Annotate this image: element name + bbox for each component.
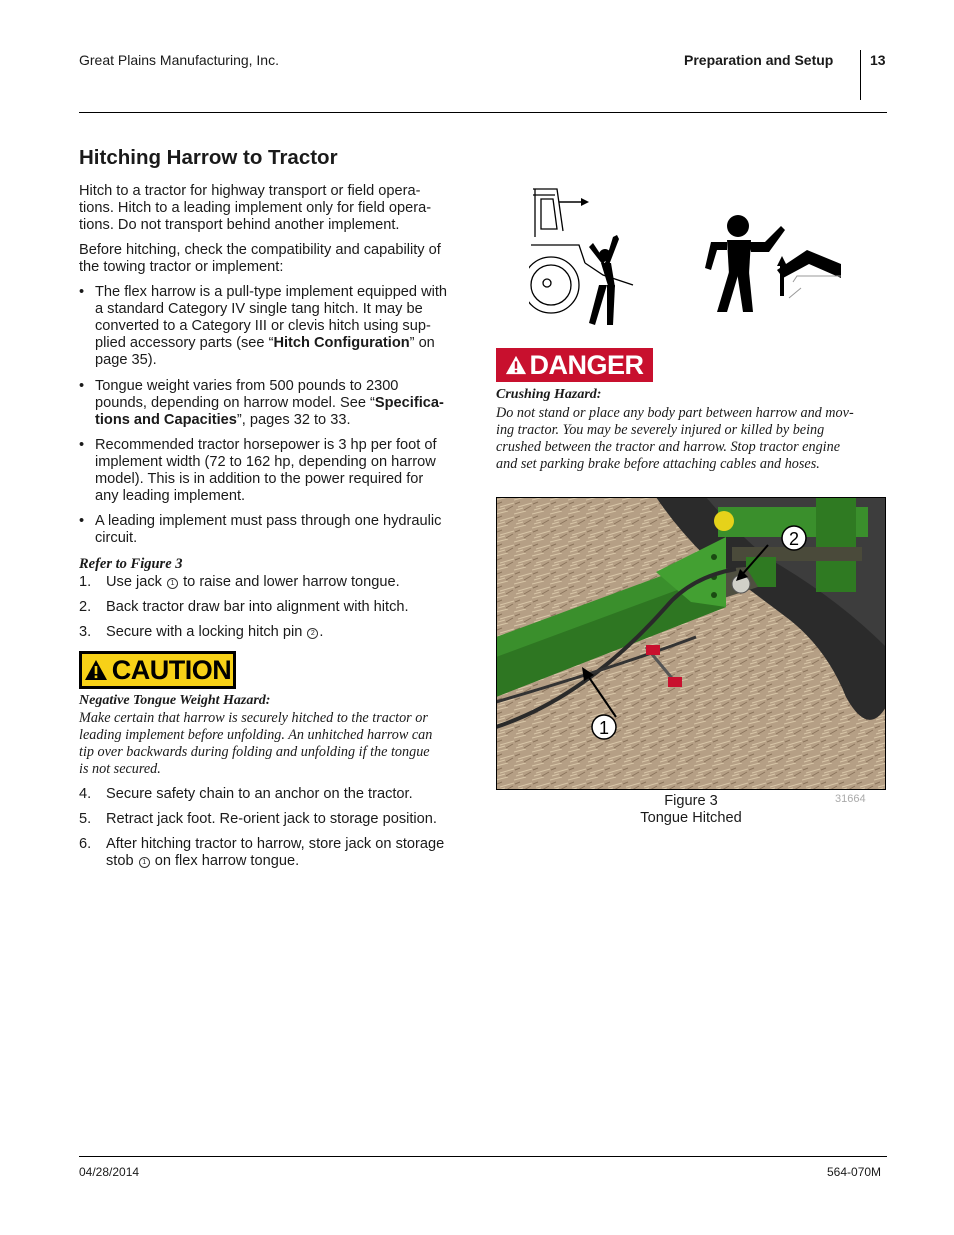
callout-2-label: 2 xyxy=(788,529,800,549)
callout-ref-icon: 1 xyxy=(139,857,150,868)
xref-specifications[interactable]: Specifica- xyxy=(374,395,444,411)
callout-ref-icon: 2 xyxy=(307,628,318,639)
bullet-item: • The flex harrow is a pull-type implement equipped with a standard Category IV single tang hitch. It may be converted to a Category III or clevis hitch using sup- plied accessory parts (see “Hitch Configuration” on page 35). xyxy=(79,284,448,368)
step-item: 4. Secure safety chain to an anchor on the tractor. xyxy=(79,786,413,802)
header-section: Preparation and Setup xyxy=(684,52,834,68)
figure-caption-number: Figure 3 xyxy=(664,793,718,809)
intro-paragraph xyxy=(79,183,471,234)
xref-hitch-configuration[interactable]: Hitch Configuration xyxy=(273,335,410,351)
bullet-item: • Recommended tractor horsepower is 3 hp per foot of implement width (72 to 162 hp, depending on harrow model). This is in addition to the power required for any leading implement. xyxy=(79,437,437,504)
bullet-item: • A leading implement must pass through one hydraulic circuit. xyxy=(79,513,442,546)
header-company: Great Plains Manufacturing, Inc. xyxy=(79,52,279,68)
danger-label: DANGER xyxy=(529,349,644,380)
step-item: 1. Use jack 1 to raise and lower harrow tongue. xyxy=(79,574,400,590)
caution-body: Make certain that harrow is securely hitched to the tractor or leading implement before unfolding. An unhitched harrow can tip over backwards during folding and unfolding if the tongue is not secured. xyxy=(79,710,433,777)
callout-ref-icon: 1 xyxy=(167,578,178,589)
step-item: 3. Secure with a locking hitch pin 2 . xyxy=(79,624,324,640)
before-paragraph xyxy=(79,242,471,276)
figure-id: 31664 xyxy=(835,793,866,805)
crush-hazard-tractor-pictogram xyxy=(529,185,644,330)
page-title: Hitching Harrow to Tractor xyxy=(79,146,338,169)
step-item: 2. Back tractor draw bar into alignment with hitch. xyxy=(79,599,409,615)
danger-signal xyxy=(496,348,653,382)
page-number: 13 xyxy=(870,52,886,68)
callout-1-label: 1 xyxy=(598,718,610,738)
danger-body: Do not stand or place any body part between harrow and mov- ing tractor. You may be severely injured or killed by being crushed between the tractor and harrow. Stop tractor engine and set parking brake before attaching cables and hoses. xyxy=(496,405,854,472)
before-line: the towing tractor or implement: xyxy=(79,259,284,275)
warning-triangle-icon xyxy=(84,659,108,681)
footer-rule xyxy=(79,1156,887,1157)
footer-doc-number: 564-070M xyxy=(827,1165,882,1179)
figure-reference: Refer to Figure 3 xyxy=(79,556,183,572)
intro-line: tions. Hitch to a leading implement only for field opera- xyxy=(79,200,432,216)
bullet-item: • Tongue weight varies from 500 pounds to 2300 pounds, depending on harrow model. See “Specifica- tions and Capacities”, pages 32 to 33. xyxy=(79,378,444,428)
danger-title: Crushing Hazard: xyxy=(496,387,602,402)
figure-caption-title: Tongue Hitched xyxy=(640,810,742,826)
header-rule xyxy=(79,112,887,113)
step-item: 5. Retract jack foot. Re-orient jack to storage position. xyxy=(79,811,437,827)
caution-label: CAUTION xyxy=(111,654,232,685)
intro-line: Hitch to a tractor for highway transport or field opera- xyxy=(79,183,421,199)
crush-hazard-person-pictogram xyxy=(705,212,845,312)
footer-date: 04/28/2014 xyxy=(79,1165,140,1179)
intro-line: tions. Do not transport behind another implement. xyxy=(79,217,400,233)
before-line: Before hitching, check the compatibility and capability of xyxy=(79,242,441,258)
header-divider xyxy=(860,50,861,100)
step-item: 6. After hitching tractor to harrow, store jack on storage stob 1 on flex harrow tongue. xyxy=(79,836,445,869)
tongue-hitched-photo xyxy=(496,497,886,790)
xref-capacities[interactable]: tions and Capacities xyxy=(95,412,237,428)
caution-signal xyxy=(79,651,236,689)
warning-triangle-icon xyxy=(505,354,527,376)
caution-title: Negative Tongue Weight Hazard: xyxy=(79,693,271,708)
